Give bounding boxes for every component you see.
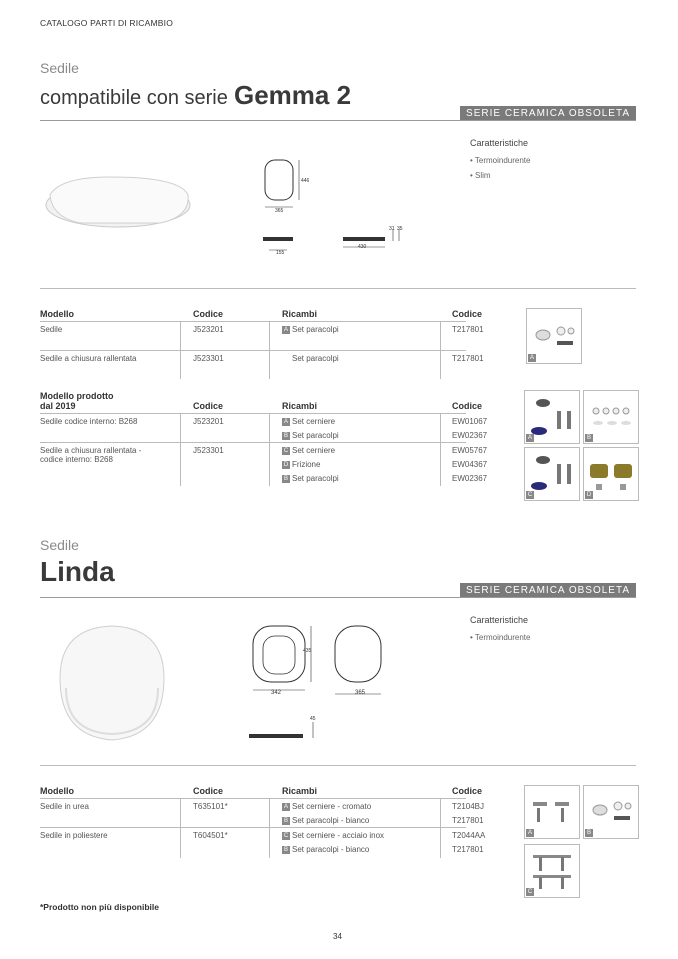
t2-row2-code: J523301 — [193, 446, 224, 455]
t3-row2-part-1 — [282, 831, 384, 840]
t2-row2-model-1: Sedile a chiusura rallentata - — [40, 446, 142, 455]
t2-row1-part-1-code: EW01067 — [452, 417, 488, 426]
t2-row2-tag-2: D — [283, 461, 289, 468]
section1-separator — [40, 288, 636, 289]
t3-thumb-c — [524, 844, 580, 898]
t3-header-code: Codice — [193, 786, 224, 796]
t2-thumb-c-label: C — [527, 492, 533, 498]
t3-row2-tag-2: B — [283, 846, 288, 853]
t3-row2-part-1-label: Set cerniere - acciaio inox — [292, 831, 385, 840]
t3-thumb-a-label: A — [527, 830, 532, 836]
t1-row1-code: J523201 — [193, 325, 224, 334]
section2-obsolete-badge: SERIE CERAMICA OBSOLETA — [460, 583, 636, 597]
t2-thumb-c — [524, 447, 580, 501]
t1-thumb-a-label: A — [529, 355, 534, 361]
section2-title: Linda — [40, 556, 115, 587]
t1-row2-model: Sedile a chiusura rallentata — [40, 354, 137, 363]
t2-thumb-d — [583, 447, 639, 501]
t2-thumb-a — [524, 390, 580, 444]
t3-row1-tag-2: B — [283, 817, 288, 824]
t3-row2-part-1-code: T2044AA — [452, 831, 486, 840]
t3-row2-part-2 — [282, 845, 369, 854]
t2-header-line — [40, 413, 466, 414]
t3-row-line — [40, 827, 466, 828]
section2-rule — [40, 597, 636, 598]
dim-linda-width-1: 342 — [271, 690, 282, 696]
t2-thumb-a-label: A — [527, 435, 532, 441]
t3-header-parts: Ricambi — [282, 786, 318, 796]
t1-row2-part-code: T217801 — [452, 354, 484, 363]
section2-separator — [40, 765, 636, 766]
t2-header-model-1: Modello prodotto — [40, 391, 114, 401]
section1-rule — [40, 120, 636, 121]
section2-feature-1: • Termoindurente — [470, 633, 531, 642]
t1-header-code: Codice — [193, 309, 224, 319]
t2-header-parts: Ricambi — [282, 401, 318, 411]
t2-row2-part-3 — [282, 474, 339, 483]
dim-gemma-width: 365 — [275, 208, 284, 214]
t3-row2-code: T604501* — [193, 831, 228, 840]
t2-row2-part-1 — [282, 446, 335, 455]
t2-row2-part-2-code: EW04367 — [452, 460, 488, 469]
t1-vline-2 — [269, 321, 270, 379]
t3-row1-model: Sedile in urea — [40, 802, 89, 811]
t2-vline-3 — [440, 413, 441, 486]
t2-row2-part-3-label: Set paracolpi — [292, 474, 339, 483]
t3-row1-tag-1: A — [283, 803, 288, 810]
t2-vline-2 — [269, 413, 270, 486]
t1-vline-1 — [180, 321, 181, 379]
t1-row1-part-label: Set paracolpi — [292, 325, 339, 334]
t2-row1-tag-1: A — [283, 418, 288, 425]
t2-row1-part-2-code: EW02367 — [452, 431, 488, 440]
t3-row2-model: Sedile in poliestere — [40, 831, 108, 840]
linda-seat-photo — [52, 618, 172, 748]
gemma2-seat-photo — [40, 165, 200, 235]
t3-row2-tag-1: C — [283, 832, 289, 839]
t1-row1-tag: A — [283, 326, 288, 333]
dim-gemma-depth: 430 — [358, 244, 367, 250]
dim-gemma-h1: 31 — [389, 226, 395, 232]
section1-title-main: Gemma 2 — [234, 80, 352, 110]
t2-row1-part-1-label: Set cerniere — [292, 417, 336, 426]
section1-features-title: Caratteristiche — [470, 138, 529, 148]
t3-row2-part-2-code: T217801 — [452, 845, 484, 854]
linda-technical-drawing — [245, 620, 395, 750]
t1-row1-part — [282, 325, 339, 334]
t3-vline-2 — [269, 798, 270, 858]
dim-linda-height-2: 45 — [310, 716, 316, 722]
t1-row1-model: Sedile — [40, 325, 63, 334]
section1-obsolete-badge: SERIE CERAMICA OBSOLETA — [460, 106, 636, 120]
t3-row1-code: T635101* — [193, 802, 228, 811]
t3-row2-part-2-label: Set paracolpi - bianco — [292, 845, 370, 854]
t2-row1-part-2-label: Set paracolpi — [292, 431, 339, 440]
t2-row2-model-2: codice interno: B268 — [40, 455, 113, 464]
t2-header-model-2: dal 2019 — [40, 401, 76, 411]
t1-header-model: Modello — [40, 309, 74, 319]
t1-row1-part-code: T217801 — [452, 325, 484, 334]
page-number: 34 — [333, 932, 342, 941]
t3-thumb-c-label: C — [527, 889, 533, 895]
t2-thumb-d-label: D — [586, 492, 592, 498]
section1-title — [40, 80, 351, 111]
footnote: *Prodotto non più disponibile — [40, 902, 159, 912]
dim-gemma-side: 155 — [276, 250, 285, 256]
t2-row2-part-2 — [282, 460, 320, 469]
t2-row1-part-1 — [282, 417, 335, 426]
t1-row-line — [40, 350, 466, 351]
t3-thumb-b-label: B — [586, 830, 591, 836]
t2-thumb-b-label: B — [586, 435, 591, 441]
t3-thumb-b — [583, 785, 639, 839]
t2-row1-part-2 — [282, 431, 339, 440]
t1-vline-3 — [440, 321, 441, 379]
section1-feature-2: • Slim — [470, 171, 491, 180]
section1-feature-1: • Termoindurente — [470, 156, 531, 165]
catalog-header: CATALOGO PARTI DI RICAMBIO — [40, 18, 174, 28]
t3-header-model: Modello — [40, 786, 74, 796]
t2-header-part-code: Codice — [452, 401, 483, 411]
t1-row2-part: Set paracolpi — [292, 354, 339, 363]
t2-row2-tag-3: B — [283, 475, 288, 482]
dim-linda-width-2: 365 — [355, 690, 366, 696]
t2-row1-model: Sedile codice interno: B268 — [40, 417, 138, 426]
t2-row1-tag-2: B — [283, 432, 288, 439]
t2-thumb-b — [583, 390, 639, 444]
t2-row2-part-3-code: EW02367 — [452, 474, 488, 483]
t1-header-part-code: Codice — [452, 309, 483, 319]
t1-header-parts: Ricambi — [282, 309, 318, 319]
t3-row1-part-1-code: T2104BJ — [452, 802, 485, 811]
t2-row2-tag-1: C — [283, 447, 289, 454]
t3-header-part-code: Codice — [452, 786, 483, 796]
t3-row1-part-1 — [282, 802, 371, 811]
section1-supertitle: Sedile — [40, 60, 79, 76]
dim-gemma-h2: 35 — [397, 226, 403, 232]
t3-vline-3 — [440, 798, 441, 858]
t1-thumb-a — [526, 308, 582, 364]
t3-row1-part-1-label: Set cerniere - cromato — [292, 802, 372, 811]
t1-row2-code: J523301 — [193, 354, 224, 363]
t2-row-line — [40, 442, 466, 443]
section2-features-title: Caratteristiche — [470, 615, 529, 625]
t2-vline-1 — [180, 413, 181, 486]
t2-row2-part-2-label: Frizione — [292, 460, 321, 469]
section2-supertitle: Sedile — [40, 537, 79, 553]
t3-header-line — [40, 798, 466, 799]
t3-row1-part-2-label: Set paracolpi - bianco — [292, 816, 370, 825]
t2-row2-part-1-label: Set cerniere — [292, 446, 336, 455]
t3-vline-1 — [180, 798, 181, 858]
t3-thumb-a — [524, 785, 580, 839]
dim-gemma-height: 446 — [301, 178, 310, 184]
t2-header-code: Codice — [193, 401, 224, 411]
t1-header-line — [40, 321, 466, 322]
t2-row1-code: J523201 — [193, 417, 224, 426]
t3-row1-part-2-code: T217801 — [452, 816, 484, 825]
dim-linda-height-1: 435 — [303, 648, 312, 654]
section1-title-prefix: compatibile con serie — [40, 87, 228, 109]
t2-row2-part-1-code: EW05767 — [452, 446, 488, 455]
t3-row1-part-2 — [282, 816, 369, 825]
